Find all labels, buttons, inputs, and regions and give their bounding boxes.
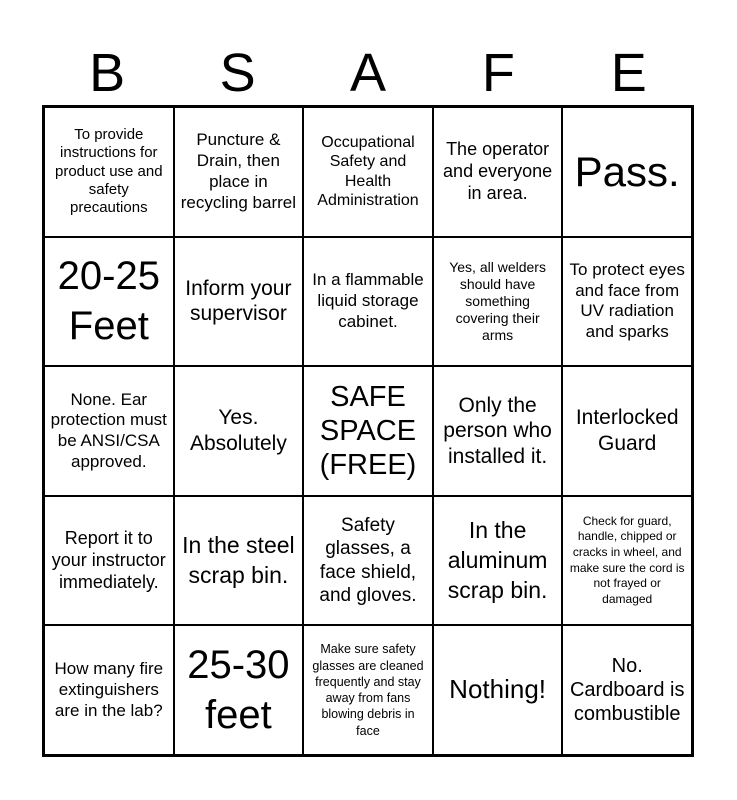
cell-text: To protect eyes and face from UV radiation and sparks [569, 259, 685, 342]
bingo-cell[interactable] [562, 107, 692, 237]
bingo-cell[interactable] [44, 496, 174, 626]
bingo-cell[interactable] [303, 496, 433, 626]
header-letter-s: S [219, 43, 256, 103]
cell-text: Yes, all welders should have something covering their arms [449, 258, 546, 343]
bingo-cell[interactable] [44, 237, 174, 367]
bingo-cell[interactable] [44, 625, 174, 755]
free-space-cell[interactable] [303, 366, 433, 496]
cell-text: In a flammable liquid storage cabinet. [312, 270, 424, 331]
bingo-cell[interactable] [433, 237, 563, 367]
bingo-cell[interactable] [433, 496, 563, 626]
cell-text: How many fire extinguishers are in the lab? [54, 659, 164, 720]
cell-text: None. Ear protection must be ANSI/CSA approved. [50, 389, 167, 471]
bingo-cell[interactable] [562, 625, 692, 755]
bingo-cell[interactable] [174, 107, 304, 237]
bingo-cell[interactable] [433, 366, 563, 496]
cell-text: Pass. [574, 148, 680, 196]
cell-text: Make sure safety glasses are cleaned frequently and stay away from fans blowing debris in face [312, 642, 424, 738]
cell-text: SAFE SPACE (FREE) [319, 380, 417, 482]
cell-text: Report it to your instructor immediately. [51, 527, 166, 592]
bingo-cell[interactable] [174, 366, 304, 496]
cell-text: Only the person who installed it. [443, 393, 552, 468]
bingo-cell[interactable] [44, 366, 174, 496]
cell-text: Safety glasses, a face shield, and gloves. [319, 515, 417, 606]
cell-text: In the aluminum scrap bin. [447, 516, 548, 603]
cell-text: Inform your supervisor [185, 276, 292, 326]
header-letter-f: F [481, 43, 515, 103]
bingo-header [42, 40, 694, 106]
cell-text: No. Cardboard is combustible [569, 654, 685, 726]
cell-text: 25-30 feet [187, 643, 290, 738]
bingo-cell[interactable] [562, 237, 692, 367]
bingo-cell[interactable] [174, 496, 304, 626]
cell-text: Puncture & Drain, then place in recycling barrel [180, 130, 297, 212]
header-letter-a: A [349, 43, 386, 103]
cell-text: Interlocked Guard [575, 406, 679, 455]
cell-text: 20-25 Feet [57, 254, 160, 349]
bingo-cell[interactable] [303, 237, 433, 367]
cell-text: In the steel scrap bin. [182, 531, 295, 588]
bingo-board [42, 105, 694, 757]
cell-text: The operator and everyone in area. [443, 138, 553, 203]
cell-text: Check for guard, handle, chipped or cracks in wheel, and make sure the cord is not frayed or damaged [569, 513, 685, 606]
bingo-cell[interactable] [433, 107, 563, 237]
cell-text: Yes. Absolutely [189, 406, 287, 455]
bingo-cell[interactable] [303, 107, 433, 237]
cell-text: To provide instructions for product use and safety precautions [55, 126, 163, 217]
bingo-cell[interactable] [562, 366, 692, 496]
bingo-cell[interactable] [433, 625, 563, 755]
bingo-cell[interactable] [303, 625, 433, 755]
cell-text: Occupational Safety and Health Administration [317, 133, 419, 210]
bingo-cell[interactable] [174, 625, 304, 755]
header-letter-e: E [610, 43, 647, 103]
header-letter-b: B [89, 43, 126, 103]
bingo-cell[interactable] [562, 496, 692, 626]
cell-text: Nothing! [449, 674, 547, 705]
bingo-cell[interactable] [174, 237, 304, 367]
bingo-cell[interactable] [44, 107, 174, 237]
